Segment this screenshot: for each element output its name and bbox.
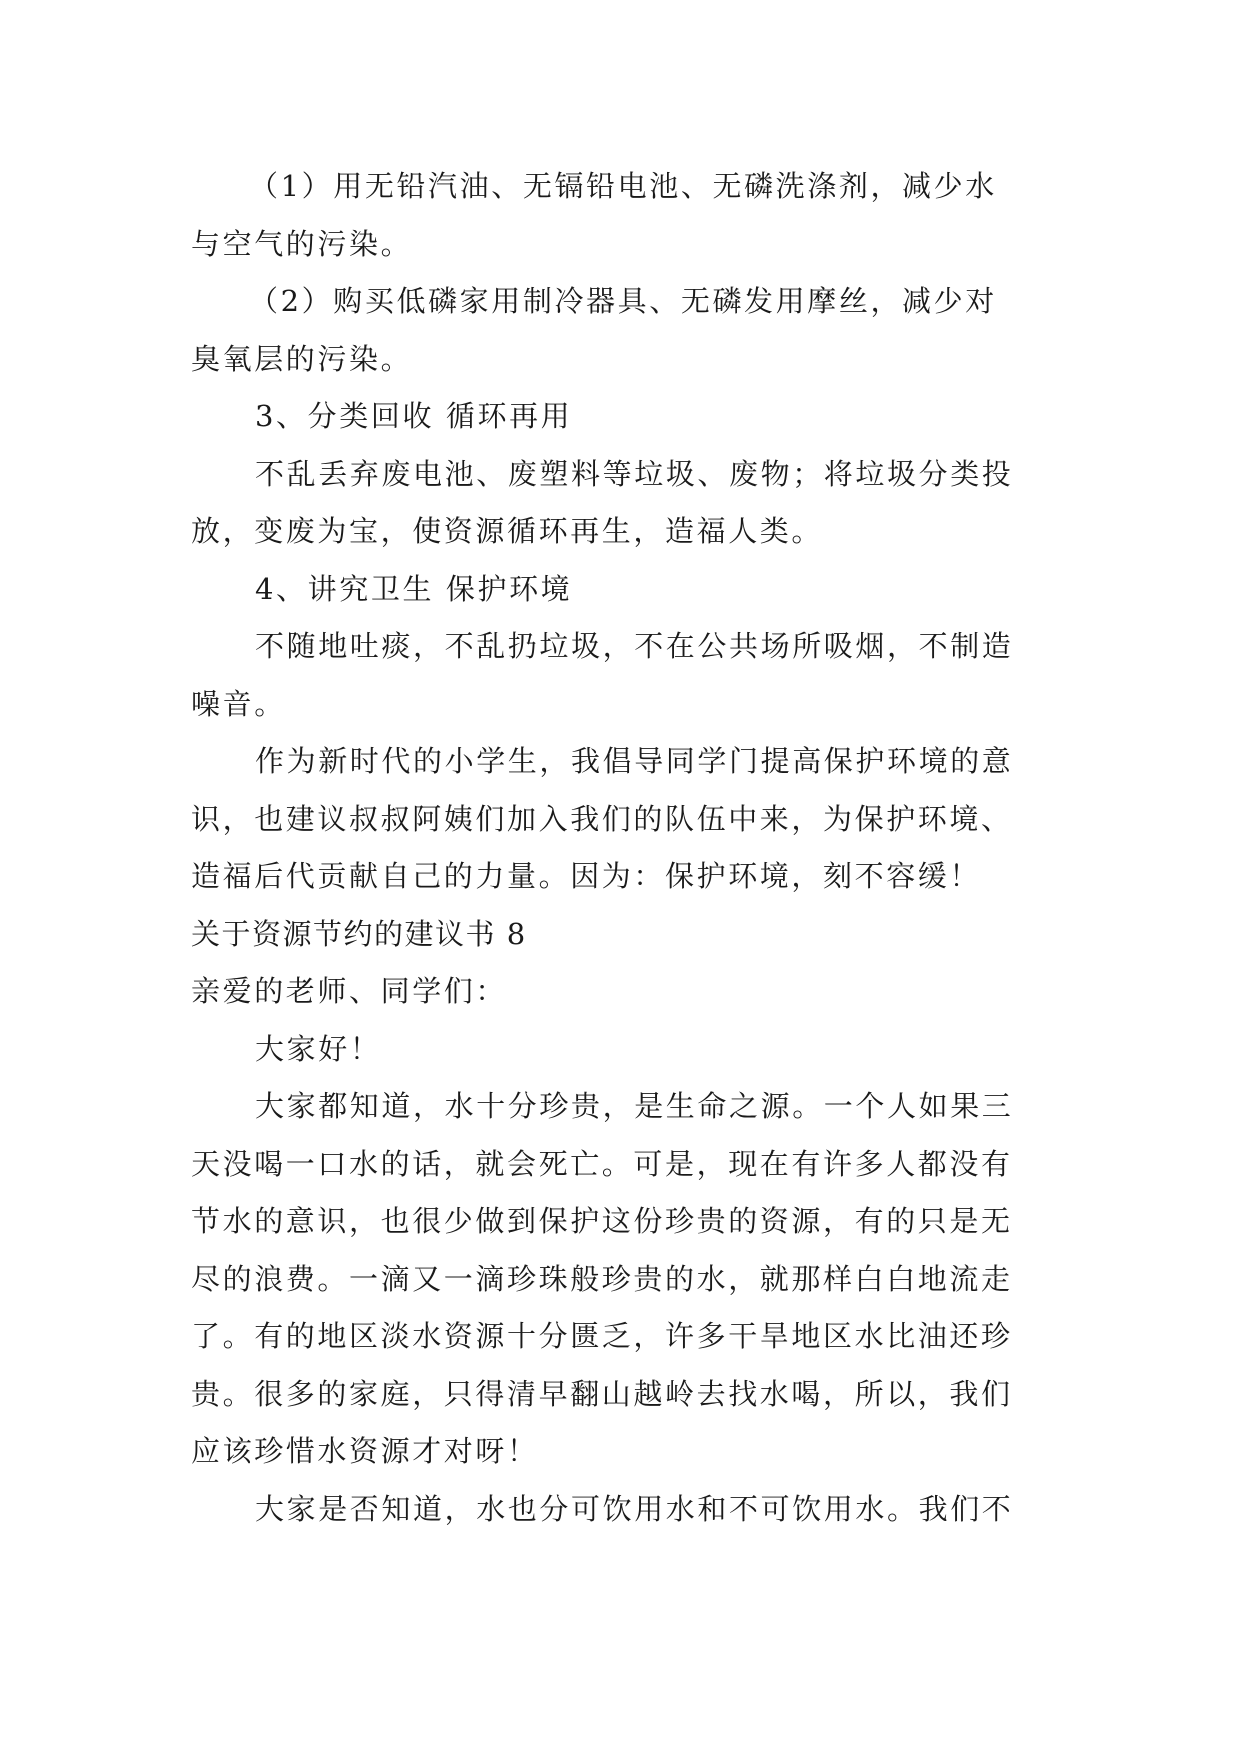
list-item-continuation: 臭氧层的污染。 xyxy=(191,341,413,376)
paragraph-line: 天没喝一口水的话，就会死亡。可是，现在有许多人都没有 xyxy=(191,1146,1013,1181)
section-heading: 3、分类回收 循环再用 xyxy=(255,399,573,433)
paragraph-line: 贵。很多的家庭，只得清早翻山越岭去找水喝，所以，我们 xyxy=(191,1376,1013,1411)
list-item: （1）用无铅汽油、无镉铅电池、无磷洗涤剂，减少水 xyxy=(249,169,997,203)
salutation: 亲爱的老师、同学们： xyxy=(191,974,508,1008)
paragraph-line: 识，也建议叔叔阿姨们加入我们的队伍中来，为保护环境、 xyxy=(191,801,1013,836)
paragraph-line: 噪音。 xyxy=(191,686,286,721)
paragraph-line: 不随地吐痰，不乱扔垃圾，不在公共场所吸烟，不制造 xyxy=(255,629,1014,663)
paragraph-line: 不乱丢弃废电池、废塑料等垃圾、废物；将垃圾分类投 xyxy=(255,456,1014,491)
list-item: （2）购买低磷家用制冷器具、无磷发用摩丝，减少对 xyxy=(249,284,997,318)
document-page xyxy=(191,158,1051,1538)
paragraph-line: 了。有的地区淡水资源十分匮乏，许多干旱地区水比油还珍 xyxy=(191,1319,1013,1353)
paragraph-line: 放，变废为宝，使资源循环再生，造福人类。 xyxy=(191,514,824,548)
section-heading: 4、讲究卫生 保护环境 xyxy=(255,571,573,606)
document-title: 关于资源节约的建议书 8 xyxy=(191,916,527,951)
list-item-continuation: 与空气的污染。 xyxy=(191,226,413,261)
paragraph-line: 节水的意识，也很少做到保护这份珍贵的资源，有的只是无 xyxy=(191,1204,1013,1238)
greeting: 大家好！ xyxy=(255,1031,382,1066)
paragraph-line: 尽的浪费。一滴又一滴珍珠般珍贵的水，就那样白白地流走 xyxy=(191,1261,1013,1296)
paragraph-line: 造福后代贡献自己的力量。因为：保护环境，刻不容缓！ xyxy=(191,859,982,893)
paragraph-line: 大家是否知道，水也分可饮用水和不可饮用水。我们不 xyxy=(255,1491,1014,1526)
paragraph-line: 大家都知道，水十分珍贵，是生命之源。一个人如果三 xyxy=(255,1089,1014,1123)
paragraph-line: 应该珍惜水资源才对呀！ xyxy=(191,1434,539,1468)
paragraph-line: 作为新时代的小学生，我倡导同学门提高保护环境的意 xyxy=(255,744,1014,778)
